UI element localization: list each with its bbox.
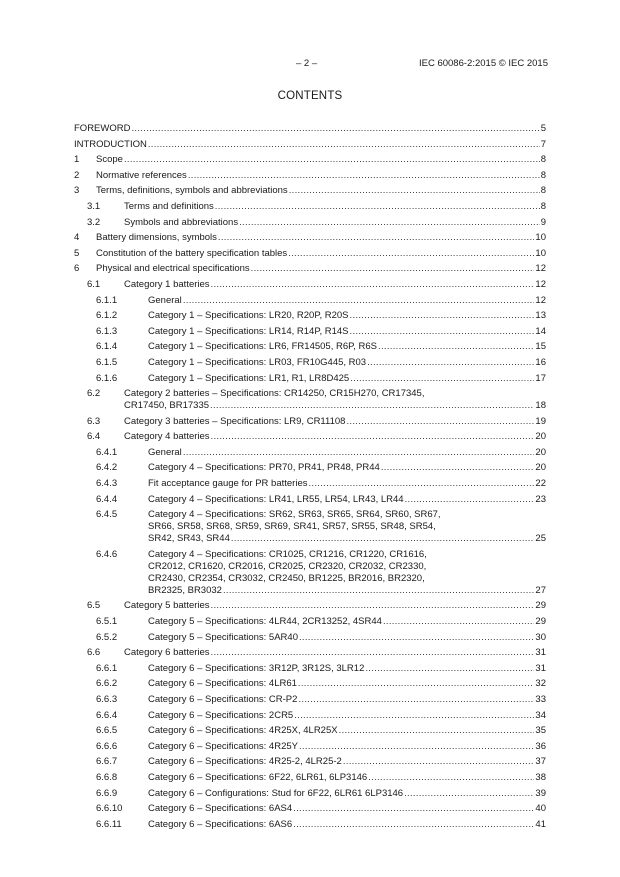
toc-entry-title: Category 6 – Specifications: 4R25X, 4LR25X (148, 725, 338, 737)
dot-leader (293, 819, 534, 831)
toc-entry-title: Physical and electrical specifications (96, 263, 250, 275)
dot-leader (188, 170, 540, 182)
dot-leader (124, 154, 540, 166)
toc-entry-title: Category 6 – Specifications: 4R25-2, 4LR25-2 (148, 756, 342, 768)
toc-entry-number: 6.1.4 (96, 341, 118, 353)
toc-entry-number: 6.6.7 (96, 756, 118, 768)
toc-page-number: 8 (540, 185, 546, 197)
toc-entry-title: Category 3 batteries – Specifications: LR9, CR11108 (124, 415, 346, 427)
toc-entry-title: Terms, definitions, symbols and abbreviations (96, 185, 288, 197)
toc-entry[interactable] (74, 341, 546, 353)
toc-entry-title: Category 5 – Specifications: 4LR44, 2CR13252, 4SR44 (148, 616, 382, 628)
toc-entry[interactable] (74, 772, 546, 784)
toc-page-number: 40 (535, 803, 546, 815)
toc-entry[interactable] (74, 494, 546, 506)
toc-entry[interactable] (74, 462, 546, 474)
toc-entry[interactable] (74, 647, 546, 659)
standard-reference: IEC 60086-2:2015 © IEC 2015 (418, 58, 548, 69)
toc-page-number: 10 (535, 247, 546, 259)
toc-entry-title: Terms and definitions (124, 200, 214, 212)
toc-entry[interactable] (74, 509, 546, 545)
toc-entry-title: CR2012, CR1620, CR2016, CR2025, CR2320, CR2032, CR2330, (148, 560, 427, 572)
dot-leader (210, 400, 534, 412)
toc-entry-number: 6.1.2 (96, 310, 118, 322)
dot-leader (350, 310, 535, 322)
toc-entry[interactable] (74, 478, 546, 490)
toc-entry[interactable] (74, 170, 546, 182)
toc-entry-number: 6.6.3 (96, 694, 118, 705)
toc-entry-title: Category 4 – Specifications: SR62, SR63, SR65, SR64, SR60, SR67, (148, 509, 441, 521)
toc-entry[interactable] (74, 263, 546, 275)
toc-entry-title: Category 1 – Specifications: LR1, R1, LR8D425 (148, 372, 350, 384)
toc-entry-number: 6.6.9 (96, 787, 118, 799)
toc-entry-title: Category 4 – Specifications: PR70, PR41, PR48, PR44 (148, 462, 380, 474)
toc-entry[interactable] (74, 295, 546, 307)
toc-entry[interactable] (74, 217, 546, 229)
toc-entry-title: SR42, SR43, SR44 (148, 533, 230, 545)
toc-page-number: 8 (540, 154, 546, 166)
toc-entry[interactable] (74, 678, 546, 690)
toc-page-number: 12 (535, 278, 546, 290)
toc-entry-number: 6.5 (87, 600, 101, 612)
toc-page-number: 5 (540, 123, 546, 134)
dot-leader (218, 232, 535, 244)
toc-entry[interactable] (74, 632, 546, 644)
toc-page-number: 13 (535, 310, 546, 322)
toc-entry-number: 6.1.1 (96, 294, 118, 306)
toc-entry-title: Category 6 – Specifications: 6AS4 (148, 803, 293, 815)
toc-entry[interactable] (74, 600, 546, 612)
toc-entry-title: Category 6 – Configurations: Stud for 6F22, 6LR61 6LP3146 (148, 787, 404, 799)
toc-entry-number: 6.1.6 (96, 372, 118, 384)
toc-entry-title: Category 1 batteries (124, 278, 210, 290)
toc-entry-title: Battery dimensions, symbols (96, 232, 217, 244)
dot-leader (293, 803, 534, 815)
dot-leader (183, 447, 535, 459)
toc-entry-title: CR2430, CR2354, CR3032, CR2450, BR1225, BR2016, BR2320, (148, 572, 425, 584)
dot-leader (294, 710, 534, 722)
toc-entry[interactable] (74, 549, 546, 597)
toc-entry[interactable] (74, 663, 546, 675)
toc-entry[interactable] (74, 326, 546, 338)
toc-entry[interactable] (74, 756, 546, 768)
toc-page-number: 8 (540, 200, 546, 212)
toc-entry-title: Fit acceptance gauge for PR batteries (148, 478, 308, 490)
toc-entry-number: 6.1.3 (96, 325, 118, 337)
toc-entry-title: Category 4 – Specifications: CR1025, CR1216, CR1220, CR1616, (148, 548, 427, 560)
dot-leader (378, 341, 534, 353)
toc-entry-title: Category 6 – Specifications: 2CR5 (148, 709, 294, 721)
dot-leader (367, 357, 534, 369)
dot-leader (183, 295, 535, 307)
toc-page-number: 19 (535, 415, 546, 427)
dot-leader (251, 263, 535, 275)
toc-page-number: 35 (535, 725, 546, 737)
toc-entry-number: 2 (74, 169, 80, 181)
dot-leader (299, 632, 534, 644)
toc-entry-title: Category 5 – Specifications: 5AR40 (148, 631, 298, 643)
toc-entry-title: BR2325, BR3032 (148, 584, 222, 596)
toc-entry-number: 6.4.1 (96, 446, 118, 458)
toc-page-number: 9 (540, 216, 546, 228)
dot-leader (346, 416, 534, 428)
dot-leader (239, 217, 540, 229)
toc-entry-number: 5 (74, 247, 80, 259)
toc-page-number: 20 (535, 446, 546, 458)
toc-entry-number: 6.1.5 (96, 356, 118, 368)
toc-entry-number: 6.6 (87, 647, 101, 659)
dot-leader (383, 616, 534, 628)
toc-entry[interactable] (74, 248, 546, 260)
dot-leader (231, 533, 535, 545)
toc-entry[interactable] (74, 373, 546, 385)
toc-entry[interactable] (74, 232, 546, 244)
toc-page-number: 25 (535, 533, 546, 545)
toc-entry[interactable] (74, 201, 546, 213)
toc-entry[interactable] (74, 741, 546, 753)
dot-leader (381, 462, 535, 474)
dot-leader (131, 123, 539, 135)
toc-page-number: 12 (535, 263, 546, 275)
toc-entry[interactable] (74, 803, 546, 815)
toc-page-number: 16 (535, 356, 546, 368)
toc-entry[interactable] (74, 694, 546, 706)
toc-entry[interactable] (74, 185, 546, 197)
toc-page-number: 39 (535, 787, 546, 799)
dot-leader (299, 741, 534, 753)
toc-entry-title: Scope (96, 154, 123, 166)
toc-entry[interactable] (74, 431, 546, 443)
toc-entry-title: Category 1 – Specifications: LR14, R14P, R14S (148, 325, 349, 337)
toc-entry-title: FOREWORD (74, 123, 131, 134)
toc-entry[interactable] (74, 447, 546, 459)
dot-leader (289, 185, 540, 197)
toc-entry-title: Category 4 batteries (124, 431, 210, 443)
toc-entry-title: Category 6 – Specifications: 4LR61 (148, 678, 297, 690)
toc-entry-number: 6.6.6 (96, 740, 118, 752)
dot-leader (148, 139, 540, 151)
toc-page-number: 14 (535, 325, 546, 337)
toc-entry-title: Category 6 – Specifications: 3R12P, 3R12S, 3LR12 (148, 662, 365, 674)
toc-entry-title: Category 6 – Specifications: 6F22, 6LR61, 6LP3146 (148, 771, 368, 783)
toc-page-number: 32 (535, 678, 546, 690)
toc-entry-number: 6.6.5 (96, 725, 118, 737)
dot-leader (404, 788, 534, 800)
table-of-contents (74, 123, 546, 834)
toc-entry-number: 6.6.10 (96, 803, 123, 815)
dot-leader (350, 326, 535, 338)
toc-entry-number: 6.6.2 (96, 678, 118, 690)
toc-entry-number: 6.6.8 (96, 771, 118, 783)
toc-entry-number: 6.4.6 (96, 548, 118, 560)
toc-page-number: 18 (535, 400, 546, 412)
toc-entry[interactable] (74, 357, 546, 369)
toc-entry-title: Symbols and abbreviations (124, 216, 239, 228)
dot-leader (223, 585, 534, 597)
toc-page-number: 7 (540, 138, 546, 150)
toc-entry-title: General (148, 446, 182, 458)
toc-page-number: 31 (535, 647, 546, 659)
toc-page-number: 27 (535, 584, 546, 596)
dot-leader (405, 494, 535, 506)
dot-leader (211, 647, 535, 659)
toc-entry-number: 3.2 (87, 216, 101, 228)
dot-leader (298, 694, 534, 706)
toc-entry-number: 6.4 (87, 431, 101, 443)
toc-entry[interactable] (74, 616, 546, 628)
toc-entry[interactable] (74, 154, 546, 166)
toc-entry-title: INTRODUCTION (74, 138, 147, 150)
toc-entry-number: 6.5.2 (96, 631, 118, 643)
toc-page-number: 29 (535, 600, 546, 612)
toc-entry[interactable] (74, 819, 546, 831)
toc-entry-title: Normative references (96, 169, 187, 181)
toc-entry-number: 6.6.1 (96, 662, 118, 674)
toc-page-number: 36 (535, 740, 546, 752)
dot-leader (298, 678, 535, 690)
toc-entry-number: 3.1 (87, 200, 101, 212)
dot-leader (339, 725, 535, 737)
toc-page-number: 17 (535, 372, 546, 384)
toc-page-number: 20 (535, 462, 546, 474)
toc-page-number: 20 (535, 431, 546, 443)
toc-entry-number: 6.6.4 (96, 709, 118, 721)
dot-leader (343, 756, 535, 768)
toc-entry-number: 6.3 (87, 415, 101, 427)
toc-entry-title: Category 2 batteries – Specifications: CR14250, CR15H270, CR17345, (124, 388, 425, 400)
toc-entry-title: Category 6 batteries (124, 647, 210, 659)
toc-page-number: 22 (535, 478, 546, 490)
toc-entry-title: Constitution of the battery specification tables (96, 247, 288, 259)
toc-page-number: 8 (540, 169, 546, 181)
toc-entry[interactable] (74, 710, 546, 722)
toc-page-number: 23 (535, 493, 546, 505)
toc-entry-title: Category 4 – Specifications: LR41, LR55, LR54, LR43, LR44 (148, 493, 404, 505)
dot-leader (211, 431, 535, 443)
toc-entry[interactable] (74, 123, 546, 135)
toc-entry-number: 3 (74, 185, 80, 197)
toc-page-number: 34 (535, 709, 546, 721)
toc-page-number: 33 (535, 694, 546, 705)
toc-page-number: 29 (535, 616, 546, 628)
toc-entry[interactable] (74, 725, 546, 737)
dot-leader (211, 279, 535, 291)
dot-leader (368, 772, 534, 784)
toc-page-number: 41 (535, 818, 546, 830)
dot-leader (215, 201, 540, 213)
toc-entry-number: 4 (74, 232, 80, 244)
page-number: – 2 – (296, 58, 318, 69)
toc-entry[interactable] (74, 310, 546, 322)
toc-entry-title: SR66, SR58, SR68, SR59, SR69, SR41, SR57, SR55, SR48, SR54, (148, 521, 436, 533)
toc-page-number: 38 (535, 771, 546, 783)
toc-entry-number: 6.6.11 (96, 818, 122, 830)
dot-leader (288, 248, 534, 260)
toc-entry-title: Category 1 – Specifications: LR20, R20P, R20S (148, 310, 349, 322)
toc-entry-title: Category 6 – Specifications: 6AS6 (148, 818, 293, 830)
dot-leader (211, 600, 535, 612)
toc-entry[interactable] (74, 388, 546, 412)
toc-page-number: 37 (535, 756, 546, 768)
dot-leader (350, 373, 534, 385)
toc-entry[interactable] (74, 788, 546, 800)
toc-entry-title: General (148, 294, 182, 306)
toc-entry-number: 6.1 (87, 278, 101, 290)
dot-leader (365, 663, 534, 675)
dot-leader (308, 478, 534, 490)
toc-entry-number: 6 (74, 263, 80, 275)
toc-entry-title: Category 1 – Specifications: LR6, FR14505, R6P, R6S (148, 341, 378, 353)
toc-entry[interactable] (74, 416, 546, 428)
toc-entry-number: 6.4.3 (96, 478, 118, 490)
toc-entry-number: 1 (74, 154, 80, 166)
toc-entry-title: Category 5 batteries (124, 600, 210, 612)
toc-entry[interactable] (74, 279, 546, 291)
toc-page-number: 15 (535, 341, 546, 353)
toc-page-number: 30 (535, 631, 546, 643)
toc-page-number: 31 (535, 662, 546, 674)
toc-entry-number: 6.4.2 (96, 462, 118, 474)
contents-title: CONTENTS (277, 90, 343, 102)
toc-entry[interactable] (74, 139, 546, 151)
toc-page-number: 12 (535, 294, 546, 306)
toc-entry-title: Category 1 – Specifications: LR03, FR10G445, R03 (148, 356, 367, 368)
toc-entry-title: Category 6 – Specifications: CR-P2 (148, 694, 298, 705)
toc-entry-number: 6.5.1 (96, 616, 118, 628)
toc-page-number: 10 (535, 232, 546, 244)
toc-entry-number: 6.4.5 (96, 509, 118, 521)
toc-entry-title: CR17450, BR17335 (124, 400, 210, 412)
toc-entry-title: Category 6 – Specifications: 4R25Y (148, 740, 298, 752)
toc-entry-number: 6.4.4 (96, 493, 118, 505)
toc-entry-number: 6.2 (87, 388, 101, 400)
